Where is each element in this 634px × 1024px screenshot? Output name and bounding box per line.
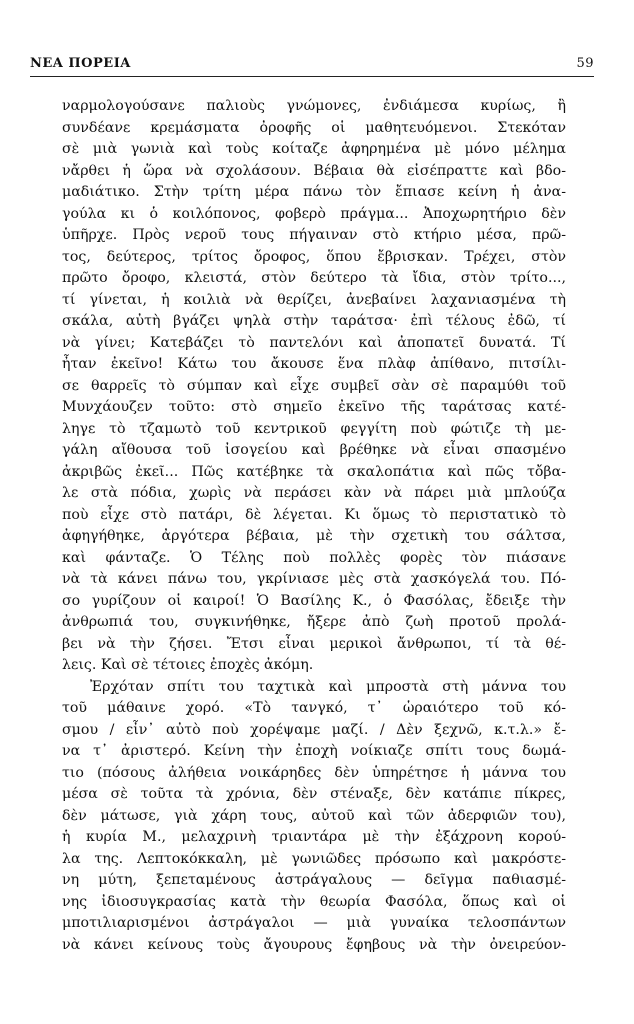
text-line: βει νὰ τὴν ζήσει. Ἔτσι εἶναι μερικοὶ ἄνθρωποι, τί τὰ θέ- (62, 635, 566, 652)
text-line: μποτιλιαρισμένοι ἀστράγαλοι — μιὰ γυναίκα τελοσπάντων (62, 915, 566, 931)
text-line: ναρμολογούσανε παλιοὺς γνώμονες, ἐνδιάμεσα κυρίως, ἢ (62, 98, 566, 114)
text-line: πρῶτο ὄροφο, κλειστά, στὸν δεύτερο τὰ ἴδια, στὸν τρίτο..., (62, 270, 566, 286)
text-line: ἀνθρωπιά του, συγκινήθηκε, ἤξερε ἀπὸ ζωὴ προτοῦ προλά- (62, 614, 566, 630)
text-line: λε στὰ πόδια, χωρὶς νὰ περάσει κὰν νὰ πάρει μιὰ μπλούζα (62, 485, 566, 501)
header-rule (30, 76, 594, 77)
text-line: τοῦ μάθαινε χορό. «Τὸ τανγκό, τ᾿ ὡραιότερο τοῦ κό- (62, 700, 566, 716)
page-number: 59 (576, 56, 594, 71)
text-line: σὲ μιὰ γωνιὰ καὶ τοὺς κοίταζε ἀφηρημένα μὲ μόνο μέλημα (62, 141, 566, 157)
text-line: λεις. Καὶ σὲ τέτοιες ἐποχὲς ἀκόμη. (62, 657, 314, 673)
text-line: ποὺ εἶχε στὸ πατάρι, δὲ λέγεται. Κι ὅμως τὸ περιστατικὸ τὸ (62, 506, 566, 523)
text-line: νὰ κάνει κείνους τοὺς ἄγουρους ἔφηβους νὰ τὴν ὀνειρεύον- (62, 936, 566, 953)
running-title: ΝΕΑ ΠΟΡΕΙΑ (30, 56, 131, 71)
text-line: ἀφηγήθηκε, ἀργότερα βέβαια, μὲ τὴν σχετικὴ του σάλτσα, (62, 528, 566, 544)
text-line: τος, δεύτερος, τρίτος ὄροφος, ὅπου ἔβρισκαν. Τρέχει, στὸν (62, 248, 566, 265)
body-text (62, 96, 566, 956)
text-line: ὑπῆρχε. Πρὸς νεροῦ τους πήγαιναν στὸ κτήριο μέσα, πρῶ- (62, 227, 566, 243)
text-line: τιο (πόσους ἀλήθεια νοικάρηδες δὲν ὑπηρέτησε ἡ μάννα του (62, 764, 566, 781)
text-line: γάλη αἴθουσα τοῦ ἰσογείου καὶ βρέθηκε νὰ εἶναι σπασμένο (62, 442, 566, 458)
text-line: συνδέανε κρεμάσματα ὀροφῆς οἱ μαθητευόμενοι. Στεκόταν (62, 119, 566, 136)
text-line: καὶ φάνταζε. Ὁ Τέλης ποὺ πολλὲς φορὲς τὸν πιάσανε (62, 549, 566, 566)
paragraph (62, 96, 566, 677)
text-line: μαδιάτικο. Στὴν τρίτη μέρα πάνω τὸν ἔπιασε κείνη ἡ ἀνα- (62, 184, 566, 200)
text-line: σε θαρρεῖς τὸ σύμπαν καὶ εἶχε συμβεῖ σὰν σὲ παραμύθι τοῦ (62, 377, 566, 394)
text-line: σο γυρίζουν οἱ καιροί! Ὁ Βασίλης Κ., ὁ Φασόλας, ἔδειξε τὴν (62, 592, 566, 609)
text-line: σμου / εἶν᾿ αὐτὸ ποὺ χορέψαμε μαζί. / Δὲν ξεχνῶ, κ.τ.λ.» ἔ- (62, 721, 566, 738)
text-line: να τ᾿ ἀριστερό. Κείνη τὴν ἐποχὴ νοίκιαζε σπίτι τους δωμά- (62, 743, 566, 759)
text-line: ἡ κυρία Μ., μελαχρινὴ τριαντάρα μὲ τὴν ἐξάχρονη κορού- (62, 829, 566, 845)
text-line: νη μύτη, ξεπεταμένους ἀστράγαλους — δεῖγμα παθιασμέ- (62, 872, 566, 888)
text-line: Ἐρχόταν σπίτι του ταχτικὰ καὶ μπροστὰ στὴ μάννα του (90, 678, 566, 695)
text-line: γούλα κι ὁ κοιλόπονος, φοβερὸ πράγμα... Ἀποχωρητήριο δὲν (62, 205, 566, 222)
text-line: Μυνχάουζεν τοῦτο: στὸ σημεῖο ἐκεῖνο τῆς ταράτσας κατέ- (62, 399, 566, 415)
text-line: μέσα σὲ τοῦτα τὰ χρόνια, δὲν στέναξε, δὲν κατάπιε πίκρες, (62, 786, 566, 802)
text-line: νης ἰδιοσυγκρασίας κατὰ τὴν θεωρία Φασόλα, ὅπως καὶ οἱ (62, 893, 566, 910)
text-line: ληγε τὸ τζαμωτὸ τοῦ κεντρικοῦ φεγγίτη ποὺ φώτιζε τὴ με- (62, 420, 566, 437)
text-line: ἦταν ἐκεῖνο! Κάτω του ἄκουσε ἕνα πλὰφ ἀπίθανο, πιτσίλι- (62, 356, 566, 372)
text-line: νὰ γίνει; Κατεβάζει τὸ παντελόνι καὶ ἀποπατεῖ δυνατά. Τί (62, 334, 566, 351)
text-line: σκάλα, αὐτὴ βγάζει ψηλὰ στὴν ταράτσα· ἐπὶ τέλους ἐδῶ, τί (62, 313, 566, 329)
running-header (30, 56, 594, 71)
text-line: ἀκριβῶς ἐκεῖ... Πῶς κατέβηκε τὰ σκαλοπάτια καὶ πῶς τὄβα- (62, 463, 566, 480)
text-line: τί γίνεται, ἡ κοιλιὰ νὰ θερίζει, ἀνεβαίνει λαχανιασμένα τὴ (62, 291, 566, 308)
text-line: νὰ τὰ κάνει πάνω του, γκρίνιασε μὲς στὰ χασκόγελά του. Πό- (62, 571, 566, 587)
paragraph (62, 677, 566, 957)
text-line: λα της. Λεπτοκόκκαλη, μὲ γωνιῶδες πρόσωπο καὶ μακρόστε- (62, 850, 566, 867)
text-line: δὲν μάτωσε, γιὰ χάρη τους, αὐτοῦ καὶ τῶν ἀδερφιῶν του), (62, 807, 566, 824)
text-line: νἄρθει ἡ ὥρα νὰ σχολάσουν. Βέβαια θὰ εἰσέπραττε καὶ βδο- (62, 162, 566, 179)
